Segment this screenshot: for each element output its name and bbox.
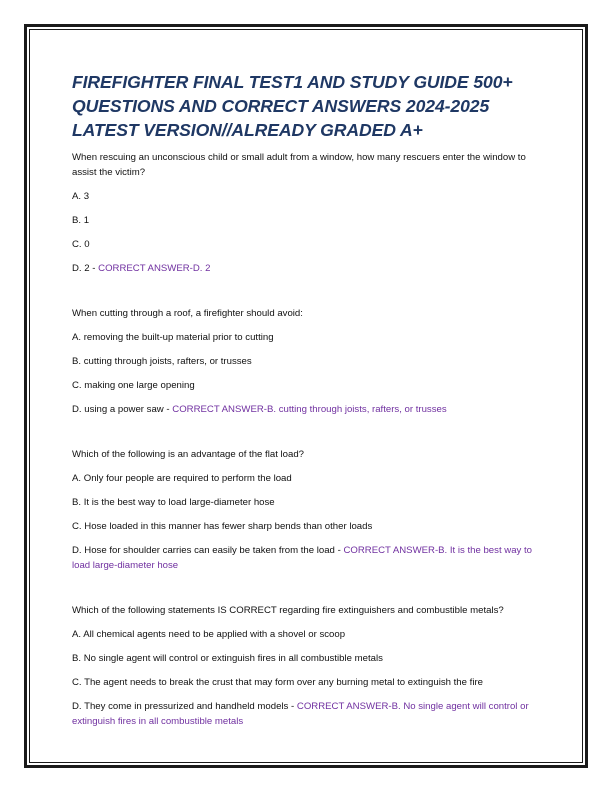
option-separator: -: [291, 701, 297, 712]
option-separator: -: [166, 404, 173, 415]
option-with-answer: [72, 261, 544, 276]
option-with-answer: [72, 699, 544, 729]
option-text: D. Hose for shoulder carries can easily be taken from the load: [72, 545, 335, 556]
option-with-answer: [72, 543, 544, 573]
question-text: When rescuing an unconscious child or small adult from a window, how many rescuers enter the window to assist the victim?: [72, 152, 526, 178]
question-block: [72, 150, 544, 276]
option-with-answer: [72, 402, 544, 417]
question-block: [72, 306, 544, 417]
option-text: D. 2: [72, 263, 90, 274]
option-separator: -: [337, 545, 344, 556]
correct-answer: CORRECT ANSWER-B. cutting through joists, rafters, or trusses: [172, 404, 447, 415]
question-block: [72, 603, 544, 729]
correct-answer: CORRECT ANSWER-D. 2: [98, 263, 211, 274]
option: A. removing the built-up material prior to cutting: [72, 332, 274, 343]
question-text: When cutting through a roof, a firefighter should avoid:: [72, 308, 303, 319]
option: C. 0: [72, 239, 90, 250]
option: B. It is the best way to load large-diameter hose: [72, 497, 275, 508]
option-text: D. They come in pressurized and handheld models: [72, 701, 289, 712]
option: C. making one large opening: [72, 380, 195, 391]
option-text: D. using a power saw: [72, 404, 164, 415]
option: C. Hose loaded in this manner has fewer sharp bends than other loads: [72, 521, 373, 532]
document-title: FIREFIGHTER FINAL TEST1 AND STUDY GUIDE 500+ QUESTIONS AND CORRECT ANSWERS 2024-2025 LATEST VERSION//ALREADY GRADED A+: [72, 72, 513, 140]
option: B. 1: [72, 215, 90, 226]
option-separator: -: [92, 263, 99, 274]
option: C. The agent needs to break the crust that may form over any burning metal to extinguish the fire: [72, 677, 483, 688]
option: B. No single agent will control or extinguish fires in all combustible metals: [72, 653, 383, 664]
option: A. All chemical agents need to be applied with a shovel or scoop: [72, 629, 346, 640]
document-body: [72, 70, 544, 729]
question-text: Which of the following statements IS CORRECT regarding fire extinguishers and combustible metals?: [72, 605, 504, 616]
question-block: [72, 447, 544, 573]
correct-answer: CORRECT ANSWER-B. No single agent will control or extinguish fires in all combustible metals: [72, 701, 529, 727]
option: A. 3: [72, 191, 90, 202]
option: B. cutting through joists, rafters, or trusses: [72, 356, 252, 367]
option: A. Only four people are required to perform the load: [72, 473, 292, 484]
correct-answer: CORRECT ANSWER-B. It is the best way to load large-diameter hose: [72, 545, 533, 571]
question-text: Which of the following is an advantage of the flat load?: [72, 449, 304, 460]
